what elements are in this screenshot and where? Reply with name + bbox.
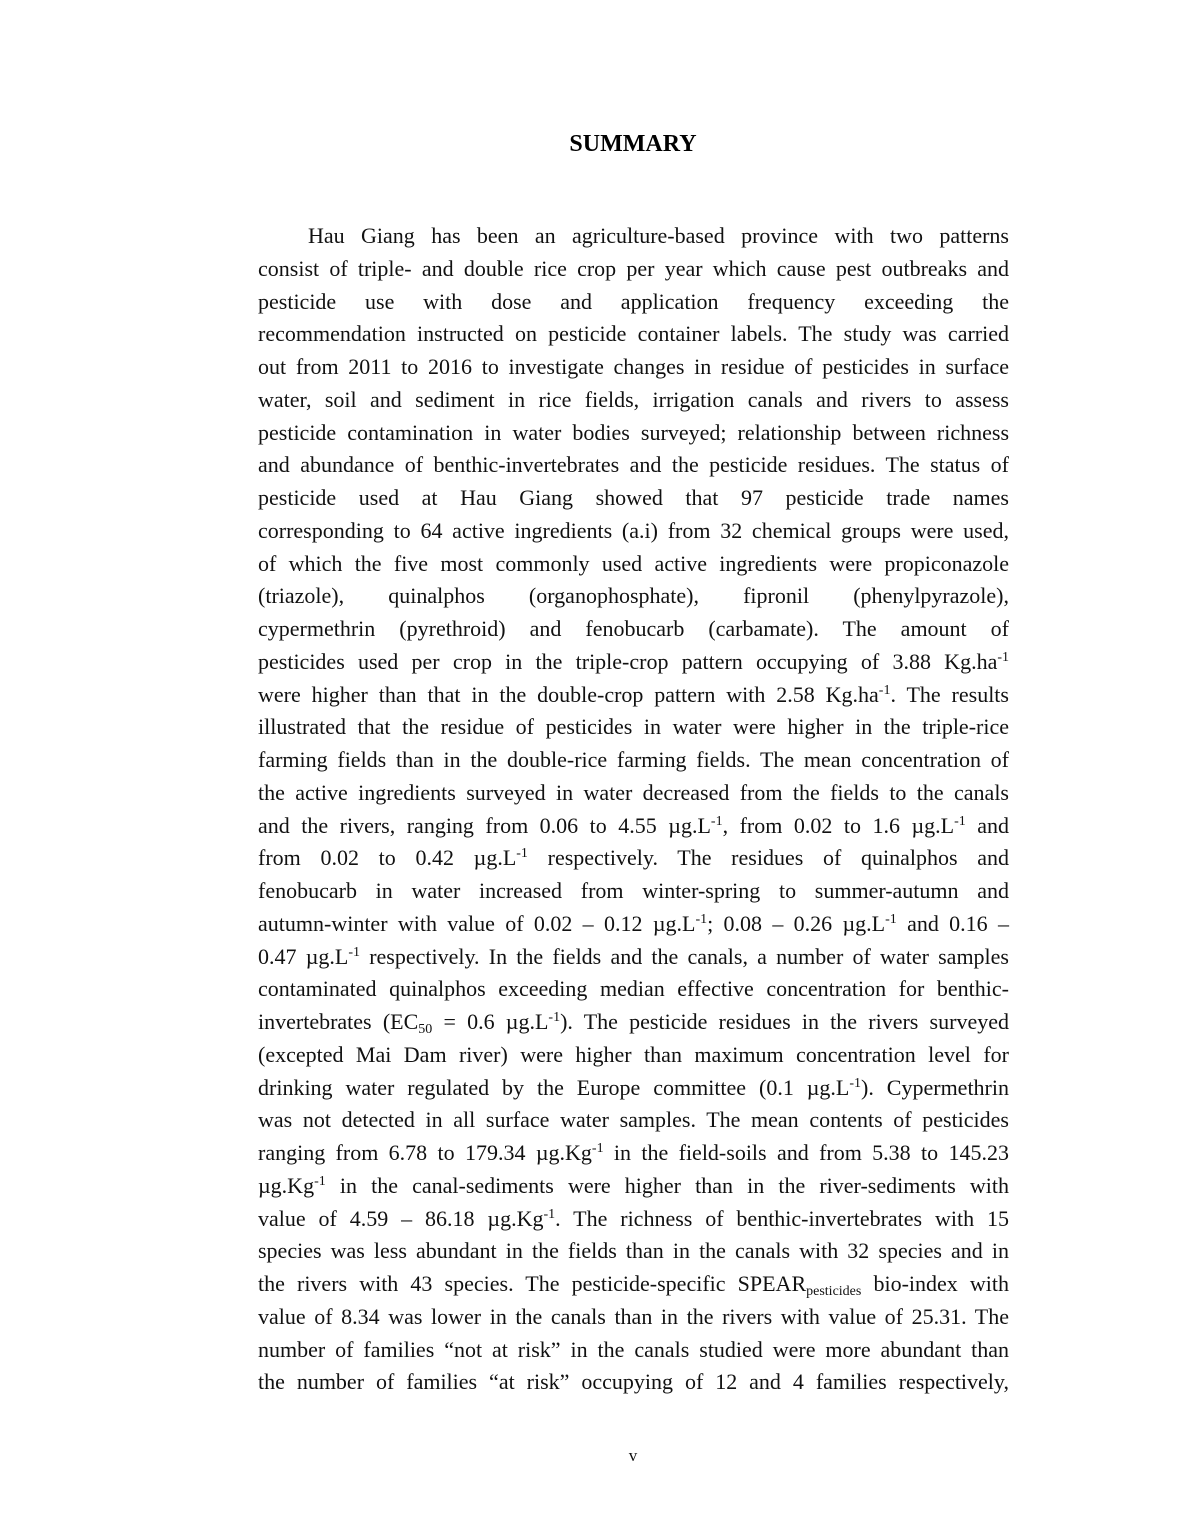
superscript: -1 <box>348 944 360 960</box>
text-line: pesticide use with dose and application frequency exceeding the <box>258 288 1009 314</box>
text-line: (triazole), quinalphos (organophosphate), fipronil (phenylpyrazole), <box>258 583 1009 609</box>
text-line: the rivers with 43 species. The pesticide-specific $SPEAR_{pesticides}$ bio-index with <box>258 1271 1010 1299</box>
page-title: SUMMARY <box>569 131 697 157</box>
text-line: the active ingredients surveyed in water decreased from the fields to the canals <box>258 779 1009 805</box>
text-line: invertebrates ($EC_{50} = 0.6$ $\mu g.L^{-1}$). The pesticide residues in the rivers surveyed <box>258 1009 1009 1037</box>
superscript: -1 <box>885 911 897 927</box>
superscript: -1 <box>997 649 1009 665</box>
superscript: -1 <box>954 813 966 829</box>
text-line: and abundance of benthic-invertebrates and the pesticide residues. The status of <box>258 452 1009 478</box>
superscript: -1 <box>849 1075 862 1091</box>
text-line: from 0.02 to 0.42 $\mu g.L^{-1}$ respectively. The residues of quinalphos and <box>258 845 1009 871</box>
text-line: pesticide contamination in water bodies surveyed; relationship between richness <box>258 419 1009 445</box>
text-line: illustrated that the residue of pesticides in water were higher in the triple-rice <box>258 714 1009 740</box>
text-line: contaminated quinalphos exceeding median effective concentration for benthic- <box>258 976 1009 1002</box>
text-line: recommendation instructed on pesticide container labels. The study was carried <box>258 321 1009 347</box>
superscript: -1 <box>548 1010 561 1025</box>
text-line: value of 4.59 – 86.18 $\mu g.Kg^{-1}$. The richness of benthic-invertebrates with 15 <box>258 1205 1010 1231</box>
page-number: v <box>628 1446 638 1465</box>
text-line: drinking water regulated by the Europe committee (0.1 $\mu g.L^{-1}$). Cypermethrin <box>258 1074 1009 1100</box>
superscript: -1 <box>314 1173 326 1189</box>
text-line: autumn-winter with value of 0.02 – 0.12 $\mu g.L^{-1}$; 0.08 – 0.26 $\mu g.L^{-1}$ and 0.16 – <box>258 910 1009 936</box>
text-line: (excepted Mai Dam river) were higher than maximum concentration level for <box>258 1041 1009 1067</box>
text-line: fenobucarb in water increased from winter-spring to summer-autumn and <box>258 878 1009 903</box>
subscript: pesticides <box>806 1284 862 1299</box>
text-line: farming fields than in the double-rice farming fields. The mean concentration of <box>258 747 1009 772</box>
text-line: out from 2011 to 2016 to investigate changes in residue of pesticides in surface <box>258 354 1009 379</box>
text-line: of which the five most commonly used active ingredients were propiconazole <box>258 550 1009 576</box>
superscript: -1 <box>878 682 891 698</box>
text-line: consist of triple- and double rice crop per year which cause pest outbreaks and <box>258 255 1009 281</box>
superscript: -1 <box>710 813 723 829</box>
text-line: corresponding to 64 active ingredients (a.i) from 32 chemical groups were used, <box>258 517 1009 543</box>
text-line: value of 8.34 was lower in the canals than in the rivers with value of 25.31. The <box>258 1303 1009 1329</box>
text-line: were higher than that in the double-crop pattern with 2.58 $Kg.ha^{-1}$. The results <box>258 681 1009 707</box>
superscript: -1 <box>543 1206 556 1222</box>
text-line: $\mu g.Kg^{-1}$ in the canal-sediments were higher than in the river-sediments with <box>258 1172 1009 1198</box>
text-line: and the rivers, ranging from 0.06 to 4.55 $\mu g.L^{-1}$, from 0.02 to 1.6 $\mu g.L^{-1}$ and <box>258 812 1009 838</box>
superscript: -1 <box>591 1141 604 1156</box>
text-line: 0.47 $\mu g.L^{-1}$ respectively. In the fields and the canals, a number of water samples <box>258 943 1009 969</box>
text-line: cypermethrin (pyrethroid) and fenobucarb (carbamate). The amount of <box>258 616 1009 641</box>
subscript: 50 <box>418 1022 433 1037</box>
text-line: was not detected in all surface water samples. The mean contents of pesticides <box>258 1107 1009 1133</box>
summary-body <box>258 220 1009 1399</box>
text-line: species was less abundant in the fields than in the canals with 32 species and in <box>258 1238 1009 1264</box>
text-line: number of families “not at risk” in the canals studied were more abundant than <box>258 1336 1009 1362</box>
text-line: water, soil and sediment in rice fields, irrigation canals and rivers to assess <box>258 386 1009 412</box>
superscript: -1 <box>516 846 528 862</box>
superscript: -1 <box>695 911 708 927</box>
text-line: Hau Giang has been an agriculture-based province with two patterns <box>308 223 1009 248</box>
text-line: pesticide used at Hau Giang showed that 97 pesticide trade names <box>258 485 1009 510</box>
text-line: pesticides used per crop in the triple-crop pattern occupying of 3.88 $Kg.ha^{-1}$ <box>258 648 1009 674</box>
text-line: ranging from 6.78 to 179.34 $\mu g.Kg^{-1}$ in the field-soils and from 5.38 to 145.23 <box>258 1140 1009 1165</box>
text-line: the number of families “at risk” occupying of 12 and 4 families respectively, <box>258 1369 1009 1395</box>
